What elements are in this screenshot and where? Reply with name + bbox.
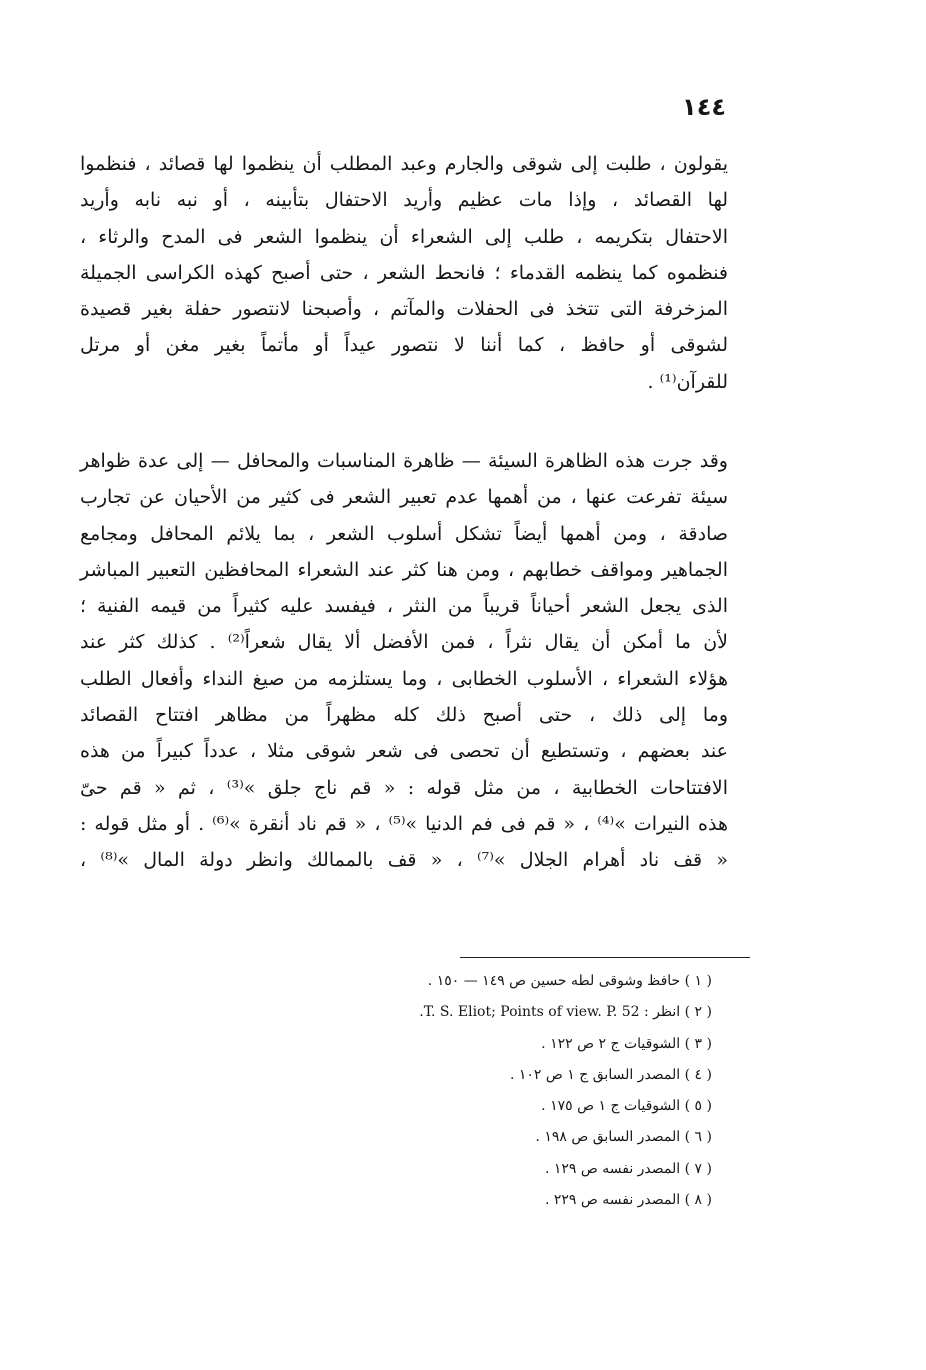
text-line: يقولون ، طلبت إلى شوقى والجارم وعبد المطلب أن ينظموا لها قصائد ، فنظموا xyxy=(80,153,728,175)
page-number: ١٤٤ xyxy=(682,93,726,121)
text-line: لها القصائد ، وإذا مات عظيم وأريد الاحتفال بتأبينه ، أو نبه نابه وأريد xyxy=(80,189,728,212)
text-line: صادقة ، ومن أهمها أيضاً تشكل أسلوب الشعر ، بما يلائم المحافل ومجامع xyxy=(80,522,728,545)
paragraph-2 xyxy=(80,443,728,879)
footnotes xyxy=(300,966,712,1216)
footnote: ( ٥ ) الشوقيات ج ١ ص ١٧٥ . xyxy=(541,1098,712,1115)
footnote: ( ٣ ) الشوقيات ج ٢ ص ١٢٢ . xyxy=(541,1035,712,1052)
footnote: ( ٤ ) المصدر السابق ج ١ ص ١٠٢ . xyxy=(509,1066,712,1083)
text-line: المزخرفة التى تتخذ فى الحفلات والمآتم ، وأصبحنا لانتصور حفلة بغير قصيدة xyxy=(80,298,728,321)
text-line: لشوقى أو حافظ ، كما أننا لا نتصور عيداً أو مأتماً بغير مغن أو مرتل xyxy=(80,334,728,357)
text-line: عند بعضهم ، وتستطيع أن تحصى فى شعر شوقى مثلا ، عدداً كبيراً من هذه xyxy=(80,740,728,763)
text-line: الافتتاحات الخطابية ، من مثل قوله : « قم ناج جلق »⁽³⁾ ، ثم « قم حىّ xyxy=(80,776,728,799)
footnote: ( ٢ ) انظر : T. S. Eliot; Points of view. P. 52. xyxy=(419,1004,712,1021)
footnote: ( ١ ) حافظ وشوقى لطه حسين ص ١٤٩ — ١٥٠ . xyxy=(427,973,712,989)
text-line: « قف ناد أهرام الجلال »⁽⁷⁾ ، « قف بالممالك وانظر دولة المال »⁽⁸⁾ ، xyxy=(80,849,729,872)
text-line: هؤلاء الشعراء ، الأسلوب الخطابى ، وما يستلزمه من صيغ النداء وأفعال الطلب xyxy=(80,667,728,690)
text-line: وما إلى ذلك ، حتى أصبح ذلك كله مظهراً من مظاهر افتتاح القصائد xyxy=(80,704,728,727)
text-line: للقرآن⁽¹⁾ . xyxy=(647,370,728,393)
text-line: الذى يجعل الشعر أحياناً قريباً من النثر ، فيفسد عليه كثيراً من قيمه الفنية ؛ xyxy=(80,595,728,618)
footnote: ( ٧ ) المصدر نفسه ص ١٢٩ . xyxy=(544,1160,712,1177)
footnote: ( ٨ ) المصدر نفسه ص ٢٢٩ . xyxy=(544,1192,712,1209)
text-line: سيئة تفرعت عنها ، من أهمها عدم تعبير الشعر فى كثير من الأحيان عن تجارب xyxy=(80,486,728,509)
footnote: ( ٦ ) المصدر السابق ص ١٩٨ . xyxy=(535,1129,712,1146)
text-line: الاحتفال بتكريمه ، طلب إلى الشعراء أن ينظموا الشعر فى المدح والرثاء ، xyxy=(80,225,728,248)
text-line: هذه النيرات »⁽⁴⁾ ، « قم فى فم الدنيا »⁽⁵⁾ ، « قم ناد أنقرة »⁽⁶⁾ . أو مثل قوله : xyxy=(80,812,728,835)
text-line: لأن ما أمكن أن يقال نثراً ، فمن الأفضل ألا يقال شعراً⁽²⁾ . كذلك كثر عند xyxy=(80,631,728,654)
text-line: الجماهير ومواقف خطابهم ، ومن هنا كثر عند الشعراء المحافظين التعبير المباشر xyxy=(80,558,728,581)
text-line: فنظموه كما ينظمه القدماء ؛ فانحط الشعر ، حتى أصبح كهذه الكراسى الجميلة xyxy=(80,261,728,284)
paragraph-1 xyxy=(80,146,728,400)
footnote-divider xyxy=(460,957,750,958)
text-line: وقد جرت هذه الظاهرة السيئة — ظاهرة المناسبات والمحافل — إلى عدة ظواهر xyxy=(80,450,728,472)
